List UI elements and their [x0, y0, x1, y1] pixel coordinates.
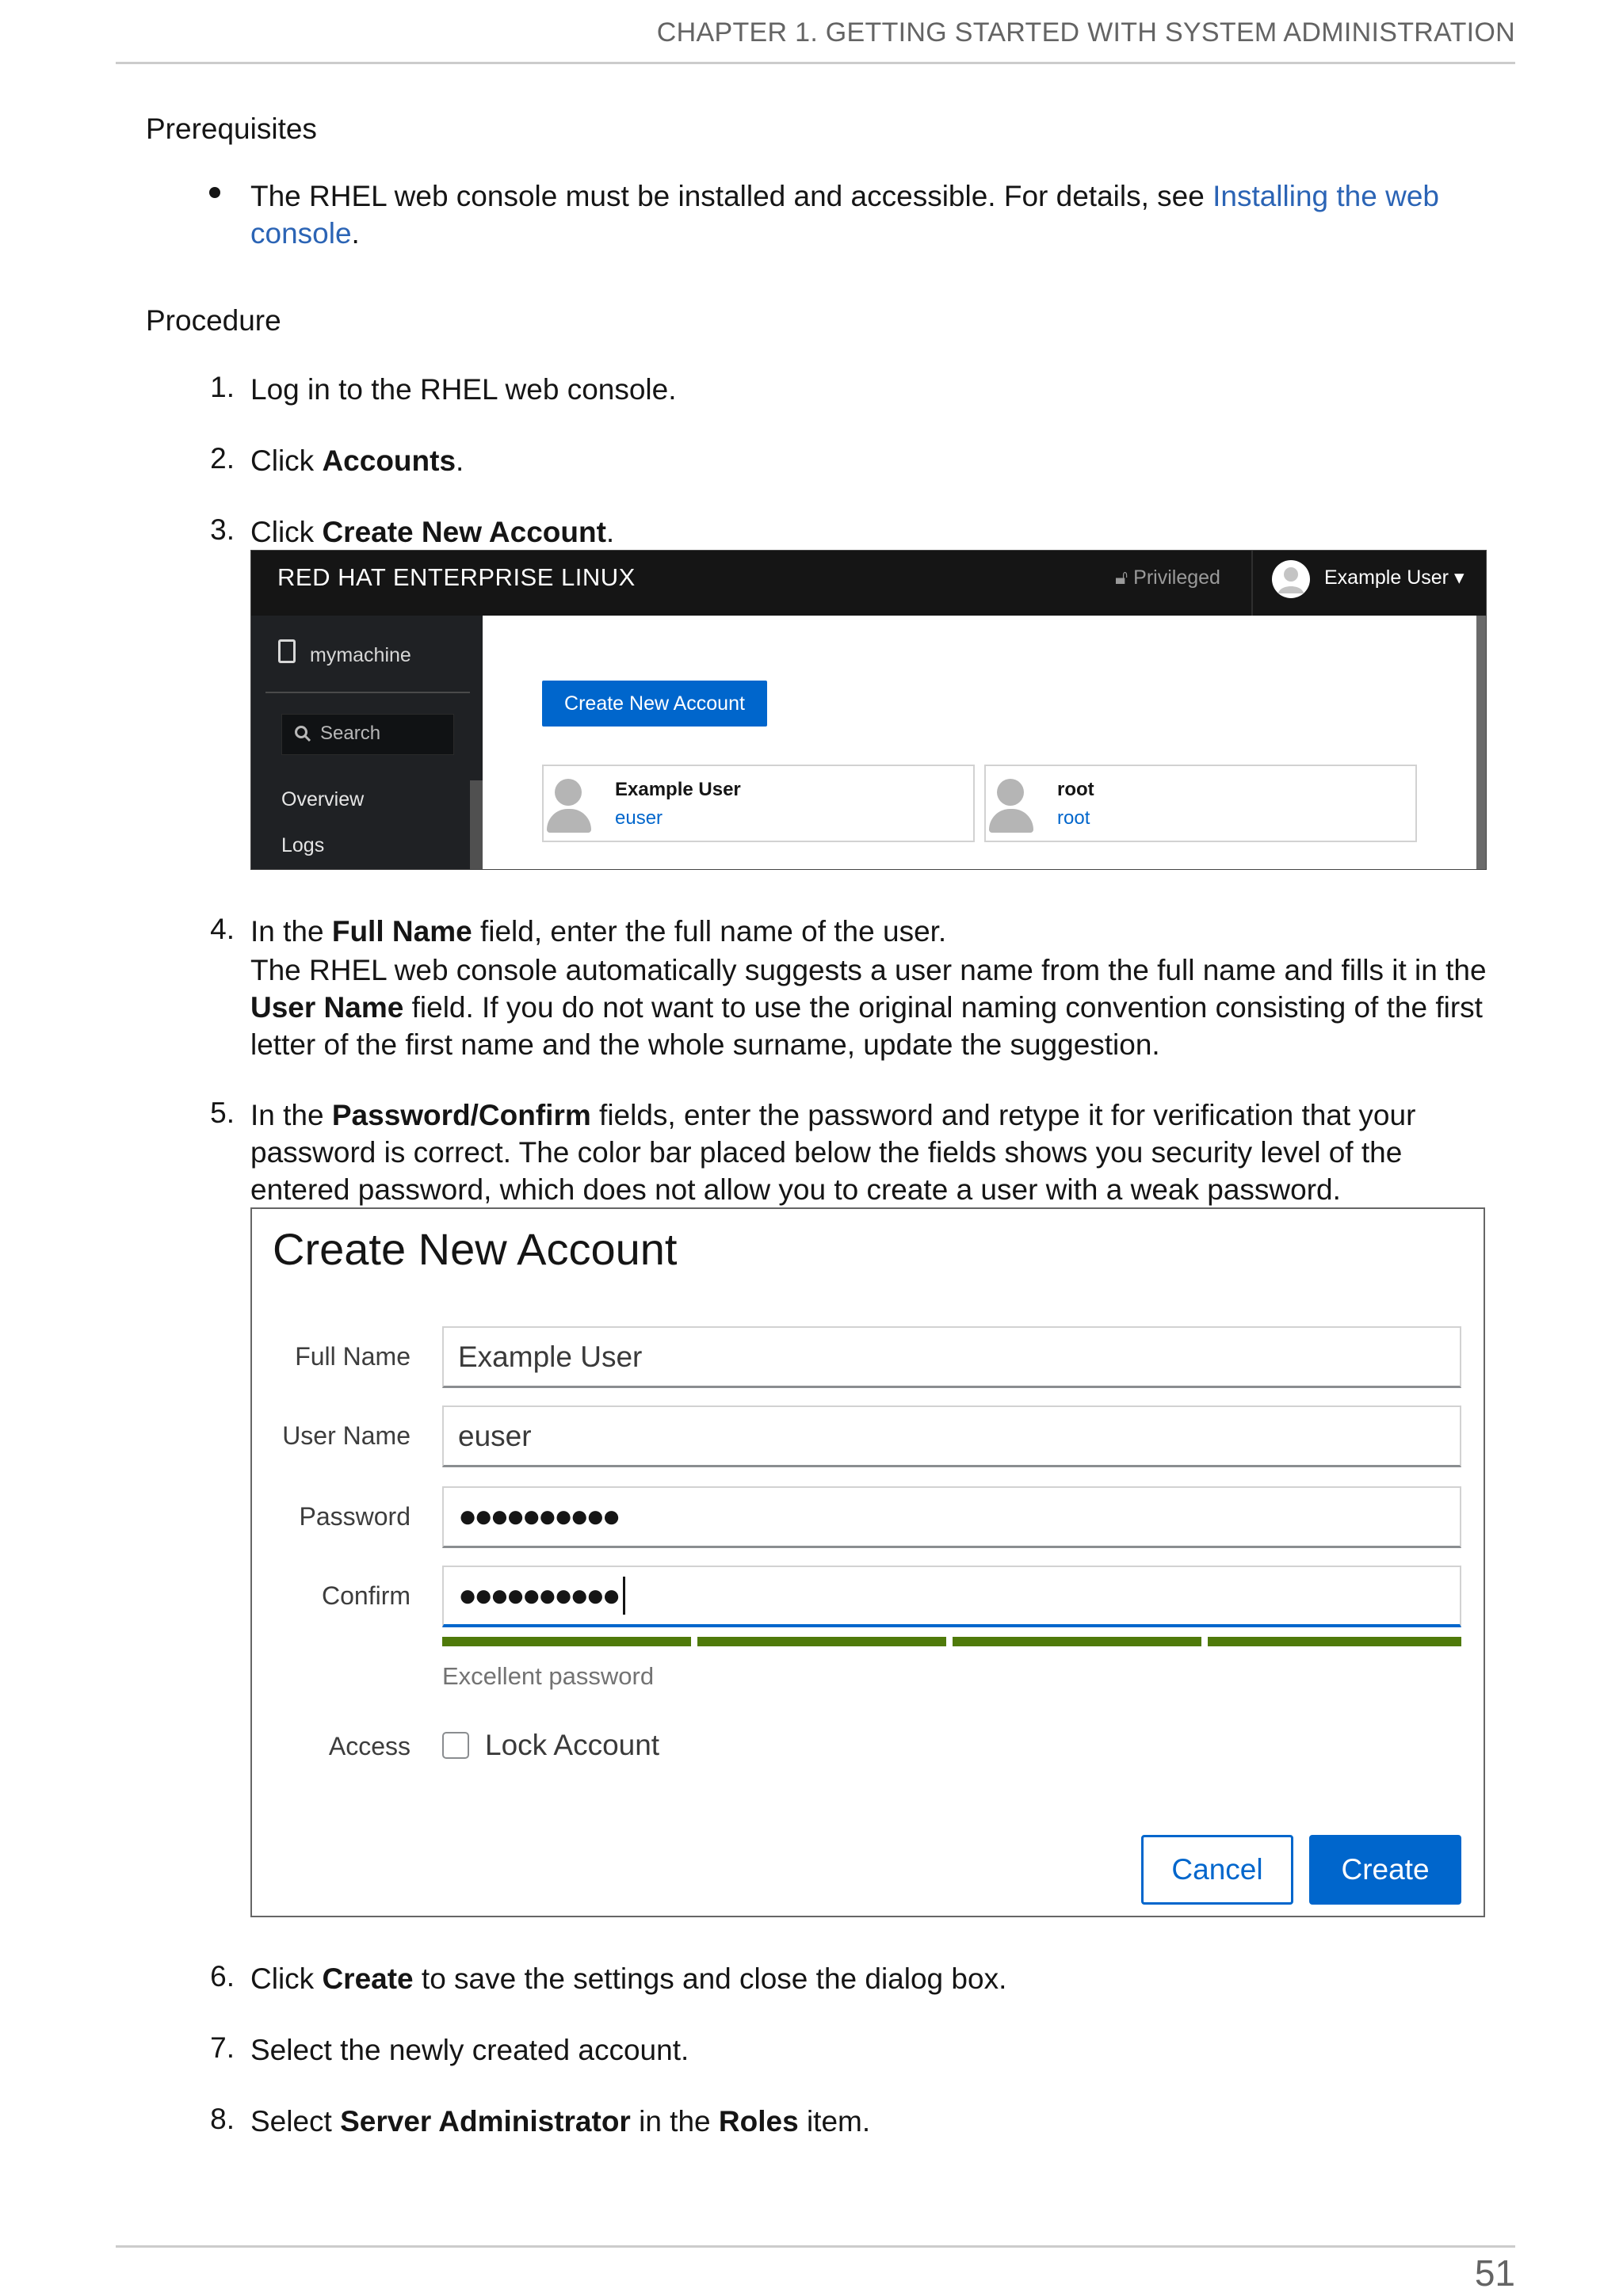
step-number: 2.: [210, 442, 235, 475]
installing-web-console-link-cont[interactable]: console: [250, 217, 352, 250]
ui-term: Password/Confirm: [331, 1099, 591, 1131]
step-2-text: Click Accounts.: [250, 444, 464, 477]
create-new-account-button[interactable]: Create New Account: [542, 681, 767, 727]
cancel-button[interactable]: Cancel: [1141, 1835, 1293, 1905]
step-number: 4.: [210, 913, 235, 945]
chapter-header: CHAPTER 1. GETTING STARTED WITH SYSTEM ADMINISTRATION: [656, 17, 1515, 48]
password-strength-label: Excellent password: [442, 1662, 655, 1690]
step-1-text: Log in to the RHEL web console.: [250, 373, 677, 406]
step-5-line2: password is correct. The color bar placed below the fields shows you security level of the: [250, 1136, 1403, 1169]
sidebar-item-logs[interactable]: Logs: [281, 834, 325, 856]
account-card-example-user[interactable]: [542, 765, 975, 842]
step-4-text: In the Full Name field, enter the full name of the user.: [250, 915, 947, 948]
user-name-field[interactable]: euser: [442, 1405, 1461, 1467]
machine-icon: [278, 639, 296, 663]
avatar[interactable]: [1272, 560, 1310, 598]
topbar-separator: [1251, 551, 1253, 616]
password-label: Password: [299, 1502, 411, 1531]
sidebar-item-overview[interactable]: Overview: [281, 788, 365, 810]
lock-account-checkbox[interactable]: [442, 1732, 469, 1759]
accounts-screenshot: [250, 550, 1487, 870]
ui-term: Roles: [718, 2105, 799, 2138]
strength-bar-segment: [1208, 1637, 1461, 1646]
step-4-paragraph: The RHEL web console automatically suggests a user name from the full name and fills it in the: [250, 954, 1487, 986]
search-placeholder: Search: [320, 723, 381, 744]
full-name-label: Full Name: [295, 1342, 411, 1371]
strength-bar-segment: [697, 1637, 946, 1646]
confirm-label: Confirm: [321, 1581, 411, 1610]
user-menu[interactable]: Example User ▾: [1324, 566, 1465, 589]
step-number: 6.: [210, 1960, 235, 1993]
step-number: 5.: [210, 1097, 235, 1129]
footer-rule: [116, 2245, 1515, 2248]
password-field[interactable]: ●●●●●●●●●●: [442, 1486, 1461, 1548]
prerequisite-text: The RHEL web console must be installed and accessible. For details, see: [250, 180, 1213, 212]
sidebar-scrollbar[interactable]: [470, 780, 483, 869]
ui-term: User Name: [250, 991, 404, 1024]
step-5-line3: entered password, which does not allow you to create a user with a weak password.: [250, 1173, 1341, 1206]
bullet: [209, 187, 220, 198]
account-username: root: [1057, 807, 1090, 829]
ui-term: Full Name: [331, 915, 472, 948]
step-4-paragraph-line3: letter of the first name and the whole surname, update the suggestion.: [250, 1028, 1160, 1061]
step-number: 7.: [210, 2031, 235, 2064]
lock-account-label[interactable]: Lock Account: [485, 1729, 660, 1761]
create-button[interactable]: Create: [1309, 1835, 1461, 1905]
user-name-label: User Name: [282, 1421, 411, 1450]
sidebar-divider: [265, 692, 470, 693]
text-caret: [623, 1577, 625, 1615]
full-name-field[interactable]: Example User: [442, 1326, 1461, 1388]
account-username: euser: [615, 807, 663, 829]
user-icon: [555, 779, 582, 806]
procedure-title: Procedure: [146, 304, 281, 337]
user-icon: [997, 779, 1024, 806]
access-label: Access: [328, 1732, 411, 1760]
ui-term: Accounts: [322, 444, 456, 477]
create-account-dialog: [250, 1207, 1485, 1917]
account-card-root[interactable]: [984, 765, 1417, 842]
unlock-icon: 🔓︎: [1115, 566, 1128, 589]
page-number: 51: [1474, 2252, 1515, 2294]
installing-web-console-link[interactable]: Installing the web: [1212, 180, 1439, 212]
step-7-text: Select the newly created account.: [250, 2034, 689, 2066]
step-number: 3.: [210, 513, 235, 546]
ui-term: Server Administrator: [340, 2105, 631, 2138]
step-8-text: Select Server Administrator in the Roles item.: [250, 2105, 871, 2138]
account-name: Example User: [615, 779, 741, 800]
user-avatar-icon: [1272, 560, 1310, 598]
step-5-text: In the Password/Confirm fields, enter the password and retype it for verification that your: [250, 1099, 1416, 1131]
step-3-text: Click Create New Account.: [250, 516, 615, 548]
account-name: root: [1057, 779, 1094, 800]
prerequisite-item-line2: console.: [250, 217, 360, 250]
dialog-title: Create New Account: [273, 1224, 678, 1274]
step-number: 1.: [210, 371, 235, 403]
strength-bar-segment: [953, 1637, 1201, 1646]
search-input[interactable]: [281, 714, 454, 755]
confirm-field[interactable]: ●●●●●●●●●●: [442, 1566, 1461, 1627]
ui-term: Create: [322, 1962, 414, 1995]
main-scrollbar[interactable]: [1476, 616, 1486, 869]
console-brand: RED HAT ENTERPRISE LINUX: [277, 563, 636, 591]
user-icon-body: [547, 809, 591, 833]
header-rule: [116, 62, 1515, 64]
strength-bar-segment: [442, 1637, 691, 1646]
prerequisites-title: Prerequisites: [146, 113, 317, 145]
user-icon-body: [989, 809, 1033, 833]
machine-name[interactable]: mymachine: [310, 644, 411, 666]
search-icon: [293, 724, 312, 743]
step-number: 8.: [210, 2103, 235, 2135]
privileged-indicator[interactable]: 🔓︎ Privileged: [1115, 566, 1220, 589]
step-4-paragraph-line2: User Name field. If you do not want to use the original naming convention consisting of the first: [250, 991, 1483, 1024]
prerequisite-item: [250, 177, 1439, 215]
step-6-text: Click Create to save the settings and close the dialog box.: [250, 1962, 1007, 1995]
ui-term: Create New Account: [322, 516, 606, 548]
